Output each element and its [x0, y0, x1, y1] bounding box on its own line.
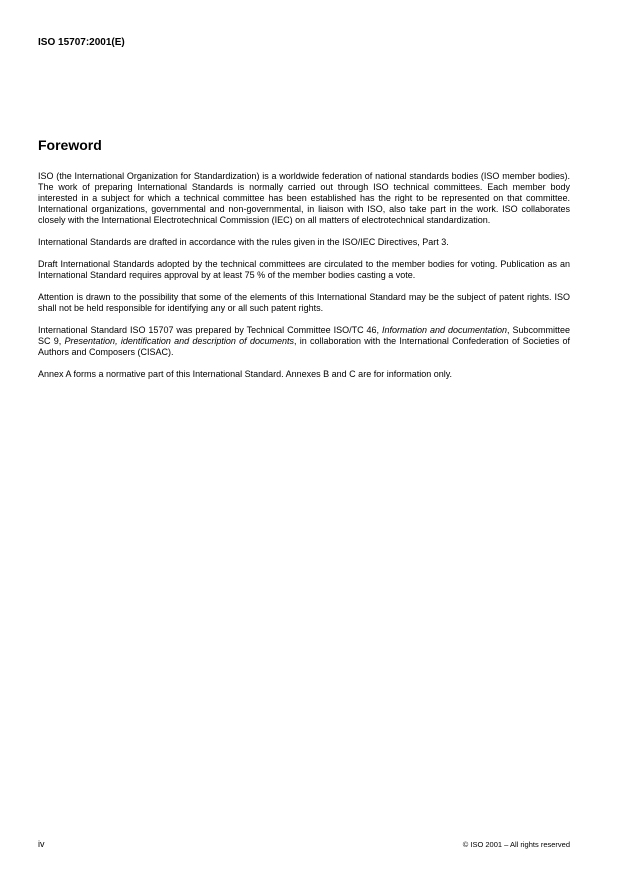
preparation-text-2: , Subcommittee SC 9,	[38, 325, 570, 346]
paragraph-voting: Draft International Standards adopted by the technical committees are circulated to the member bodies for voting. Publication as an International Standard requires approval by at least 75 % of the member bodies casting a vote.	[38, 259, 570, 280]
paragraph-patent-rights: Attention is drawn to the possibility that some of the elements of this International Standard may be the subject of patent rights. ISO shall not be held responsible for identifying any or all such patent rights.	[38, 292, 570, 313]
preparation-text-3: , in collaboration with the International Confederation of Societies of Authors and Composers (CISAC).	[38, 336, 570, 357]
document-id: ISO 15707:2001(E)	[38, 37, 125, 48]
preparation-subcommittee-title: Presentation, identification and description of documents	[64, 336, 294, 346]
paragraph-drafting-rules: International Standards are drafted in accordance with the rules given in the ISO/IEC Directives, Part 3.	[38, 237, 449, 247]
foreword-body	[38, 171, 570, 391]
preparation-text-1: International Standard ISO 15707 was prepared by Technical Committee ISO/TC 46,	[38, 325, 383, 335]
preparation-committee-title: Information and documentation	[382, 325, 508, 335]
paragraph-annexes: Annex A forms a normative part of this International Standard. Annexes B and C are for information only.	[38, 369, 453, 379]
paragraph-preparation	[38, 325, 570, 358]
copyright-notice: © ISO 2001 – All rights reserved	[462, 840, 570, 849]
paragraph-iso-overview: ISO (the International Organization for Standardization) is a worldwide federation of national standards bodies (ISO member bodies). The work of preparing International Standards is normally carried out through ISO technical committees. Each member body interested in a subject for which a technical committee has been established has the right to be represented on that committee. International organizations, governmental and non-governmental, in liaison with ISO, also take part in the work. ISO collaborates closely with the International Electrotechnical Commission (IEC) on all matters of electrotechnical standardization.	[38, 171, 570, 225]
section-title: Foreword	[38, 137, 102, 153]
page-number: iv	[38, 839, 45, 849]
